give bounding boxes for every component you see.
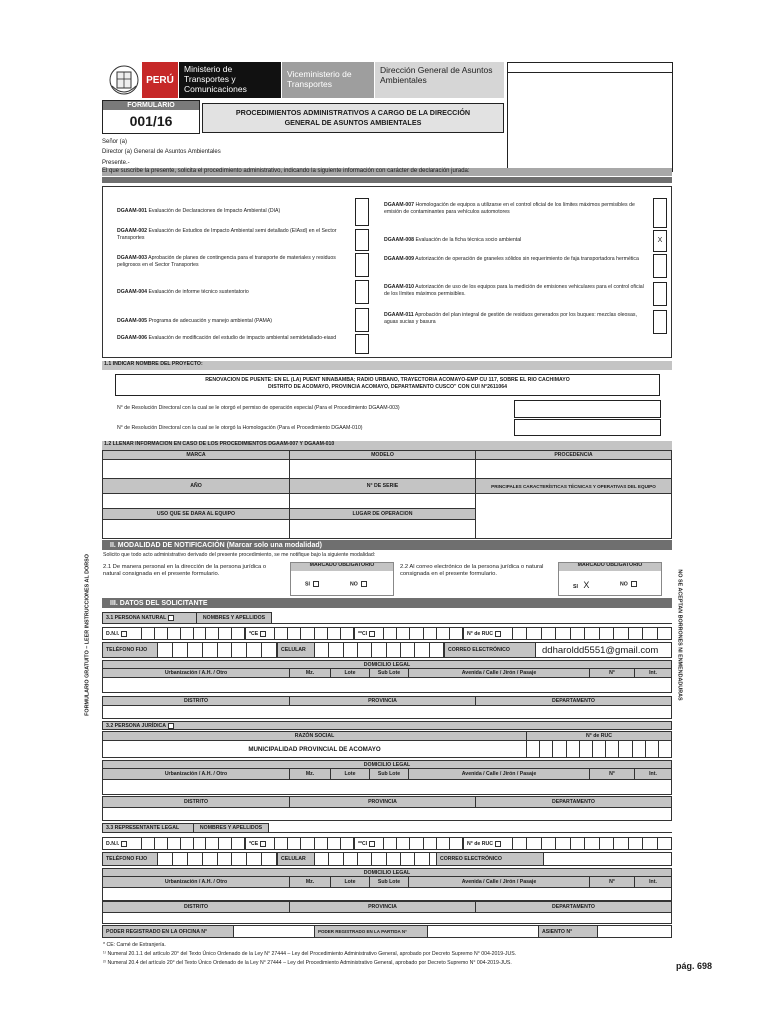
email-yes: SI X: [573, 580, 590, 590]
procedure-dgaam-009: DGAAM-009 Autorización de operación de graneles sólidos sin requerimiento de faja transportadora hermética: [384, 256, 639, 262]
legal-rep-label: 3.3 REPRESENTANTE LEGAL: [102, 823, 194, 833]
phone-cells[interactable]: [157, 642, 277, 658]
directorate-label: Dirección General de Asuntos Ambientales: [375, 62, 504, 98]
legal-rep-names-input[interactable]: [268, 823, 672, 833]
rep-mobile-label: CELULAR: [277, 852, 315, 866]
registry-stamp-box: [507, 62, 673, 172]
checkbox-dgaam-007[interactable]: [653, 198, 667, 228]
natural-names-input[interactable]: [271, 612, 672, 624]
vice-ministry-label: Viceministerio de Transportes: [282, 62, 374, 98]
email-no: NO: [620, 581, 637, 588]
address-header-2: DOMICILIO LEGAL: [102, 760, 672, 769]
rep-phone-cells[interactable]: [157, 852, 277, 866]
district-row-2[interactable]: [102, 807, 672, 821]
ci-digit-cells[interactable]: [383, 627, 463, 640]
rep-phone-label: TELÉFONO FIJO: [102, 852, 158, 866]
procedure-dgaam-001: DGAAM-001 Evaluación de Declaraciones de Impacto Ambiental (DIA): [117, 208, 281, 214]
project-name-box[interactable]: [115, 374, 660, 396]
power-entry-label: PODER REGISTRADO EN LA PARTIDA N°: [314, 925, 428, 938]
country-label: PERÚ: [142, 62, 178, 98]
features-header: PRINCIPALES CARACTERÍSTICAS TÉCNICAS Y OPERATIVAS DEL EQUIPO: [475, 478, 672, 494]
notification-option-box-1: [290, 562, 394, 596]
district-header-1: DISTRITO: [102, 696, 290, 706]
resolution-1-label: N° de Resolución Directoral con la cual se le otorgó el permiso de operación especial (Para el Procedimiento DGAAM-003): [117, 405, 400, 411]
resolution-1-input[interactable]: [514, 400, 661, 418]
rep-mobile-cells[interactable]: [314, 852, 444, 866]
checkbox-dgaam-011[interactable]: [653, 310, 667, 334]
sublot-header-2: Sub Lote: [369, 768, 409, 780]
address-row-2[interactable]: [102, 779, 672, 795]
ruc-digit-cells[interactable]: [512, 627, 672, 640]
page-number: pág. 698: [676, 961, 713, 971]
sublot-header-1: Sub Lote: [369, 668, 409, 678]
rep-dni-digit-cells[interactable]: [141, 837, 245, 850]
form-id-box: [102, 100, 200, 134]
serial-header: N° DE SERIE: [289, 478, 476, 494]
rep-ce-label: *CE: [245, 837, 275, 850]
urbanization-header-3: Urbanización / A.H. / Otro: [102, 876, 290, 888]
place-header: LUGAR DE OPERACION: [289, 508, 476, 520]
department-header-2: DEPARTAMENTO: [475, 796, 672, 808]
rep-ci-label: **CI: [354, 837, 384, 850]
address-header-3: DOMICILIO LEGAL: [102, 868, 672, 877]
address-row-3[interactable]: [102, 887, 672, 901]
brand-header: MARCA: [102, 450, 290, 460]
lot-header-3: Lote: [330, 876, 370, 888]
equipment-heading: 1.2 LLENAR INFORMACION EN CASO DE LOS PROCEDIMIENTOS DGAAM-007 Y DGAAM-010: [102, 441, 672, 450]
origin-input[interactable]: [475, 459, 672, 479]
section-1-bar: [102, 177, 672, 183]
form-label: FORMULARIO: [103, 101, 199, 110]
legal-rep-names-label: NOMBRES Y APELLIDOS: [193, 823, 269, 833]
block-header-1: Mz.: [289, 668, 331, 678]
natural-names-label: NOMBRES Y APELLIDOS: [196, 612, 272, 624]
legal-ruc-cells[interactable]: [526, 740, 672, 758]
legal-person-label: 3.2 PERSONA JURÍDICA: [102, 721, 672, 730]
number-header-2: N°: [589, 768, 635, 780]
side-note-left: FORMULARIO GRATUITO – LEER INSTRUCCIONES AL DORSO: [84, 554, 91, 716]
checkbox-dgaam-002[interactable]: [355, 229, 369, 251]
procedure-dgaam-004: DGAAM-004 Evaluación de informe técnico sustentatorio: [117, 289, 249, 295]
address-header-1: DOMICILIO LEGAL: [102, 660, 672, 669]
district-header-3: DISTRITO: [102, 901, 290, 913]
checkbox-dgaam-004[interactable]: [355, 280, 369, 304]
personal-no: NO: [350, 581, 367, 588]
side-note-right: NO SE ACEPTAN BORRONES NI ENMENDADURAS: [676, 569, 683, 701]
block-header-3: Mz.: [289, 876, 331, 888]
use-input[interactable]: [102, 519, 290, 539]
footnote-1: ¹⁾ Numeral 20.1.1 del artículo 20° del Texto Único Ordenado de la Ley N° 27444 – Ley del Procedimiento Administrativo General, aprobado por Decreto Supremo N° 004-2019-JUS.: [103, 951, 517, 957]
ce-digit-cells[interactable]: [274, 627, 354, 640]
ce-checkbox[interactable]: [260, 631, 266, 637]
power-office-label: PODER REGISTRADO EN LA OFICINA N°: [102, 925, 234, 938]
rep-ruc-digit-cells[interactable]: [512, 837, 672, 850]
rep-ruc-checkbox[interactable]: [495, 841, 501, 847]
checkbox-dgaam-008[interactable]: X: [653, 230, 667, 252]
email-label: CORREO ELECTRÓNICO: [444, 642, 536, 658]
address-row-1[interactable]: [102, 677, 672, 693]
power-office-input[interactable]: [233, 925, 315, 938]
province-header-2: PROVINCIA: [289, 796, 476, 808]
resolution-2-input[interactable]: [514, 419, 661, 436]
rep-ce-checkbox[interactable]: [260, 841, 266, 847]
procedure-dgaam-010: DGAAM-010 Autorización de uso de los equipos para la medición de emisiones vehiculares para el control oficial de los límites máximos permisibles.: [384, 284, 644, 297]
checkbox-dgaam-003[interactable]: [355, 253, 369, 277]
statement: El que suscribe la presente, solicita el procedimiento administrativo, indicando la siguiente información con carácter de declaración jurada:: [102, 168, 672, 176]
mandatory-label-1: MARCADO OBLIGATORIO: [290, 562, 394, 571]
applicant-heading: III. DATOS DEL SOLICITANTE: [102, 598, 672, 608]
rep-ce-digit-cells[interactable]: [274, 837, 354, 850]
lot-header-2: Lote: [330, 768, 370, 780]
procedure-dgaam-005: DGAAM-005 Programa de adecuación y manejo ambiental (PAMA): [117, 318, 273, 324]
rep-email-input[interactable]: [543, 852, 672, 866]
features-input[interactable]: [475, 493, 672, 539]
addressee: Director (a) General de Asuntos Ambientales: [102, 149, 221, 155]
dni-digit-cells[interactable]: [141, 627, 245, 640]
project-name-line1: RENOVACION DE PUENTE: EN EL (LA) PUENT NINABAMBA; RADIO URBANO, TRAYECTORIA ACOMAYO-EMP CU 117, SOBRE EL RIO CACHIMAYO: [205, 377, 570, 383]
procedure-dgaam-002: DGAAM-002 Evaluación de Estudios de Impacto Ambiental semi detallado (EIAsd) en el Sector Transportes: [117, 228, 337, 241]
avenue-header-1: Avenida / Calle / Jirón / Pasaje: [408, 668, 590, 678]
urbanization-header-1: Urbanización / A.H. / Otro: [102, 668, 290, 678]
ministry-label: Ministerio de Transportes y Comunicaciones: [179, 62, 281, 98]
block-header-2: Mz.: [289, 768, 331, 780]
footnote-ce: * CE: Carné de Extranjería.: [103, 942, 166, 948]
use-header: USO QUE SE DARA AL EQUIPO: [102, 508, 290, 520]
email-yes-mark[interactable]: X: [583, 580, 590, 590]
district-row-3[interactable]: [102, 912, 672, 924]
brand-input[interactable]: [102, 459, 290, 479]
notification-option-personal: 2.1 De manera personal en la dirección de la persona jurídica o natural consignada en el presente formulario.: [103, 564, 267, 578]
interior-header-3: Int.: [634, 876, 672, 888]
present-label: Presente.-: [102, 160, 130, 166]
business-name-header: RAZÓN SOCIAL: [102, 731, 527, 741]
rep-dni-label: D.N.I.: [102, 837, 142, 850]
coat-of-arms-icon: [106, 64, 142, 96]
origin-header: PROCEDENCIA: [475, 450, 672, 460]
notification-option-email: 2.2 Al correo electrónico de la persona jurídica o natural consignada en el presente formulario.: [400, 564, 544, 578]
department-header-3: DEPARTAMENTO: [475, 901, 672, 913]
procedure-dgaam-003: DGAAM-003 Aprobación de planes de contingencia para el transporte de materiales y residuos peligrosos en el Sector Transportes: [117, 255, 336, 268]
interior-header-2: Int.: [634, 768, 672, 780]
power-entry-input[interactable]: [427, 925, 539, 938]
legal-ruc-header: N° de RUC: [526, 731, 672, 741]
project-heading: 1.1 INDICAR NOMBRE DEL PROYECTO:: [102, 361, 672, 370]
resolution-2-label: N° de Resolución Directoral con la cual se le otorgó la Homologación (Para el Procedimiento DGAAM-010): [117, 425, 363, 431]
business-name-input[interactable]: MUNICIPALIDAD PROVINCIAL DE ACOMAYO: [102, 740, 527, 758]
notification-heading: II. MODALIDAD DE NOTIFICACIÓN (Marcar solo una modalidad): [102, 540, 672, 550]
mobile-label: CELULAR: [277, 642, 315, 658]
form-title: PROCEDIMIENTOS ADMINISTRATIVOS A CARGO DE LA DIRECCIÓN GENERAL DE ASUNTOS AMBIENTALES: [202, 103, 504, 133]
dni-checkbox[interactable]: [121, 631, 127, 637]
form-number: 001/16: [129, 113, 173, 129]
project-name-line2: DISTRITO DE ACOMAYO, PROVINCIA ACOMAYO, DEPARTAMENTO CUSCO" CON CUI N°2611064: [268, 383, 507, 390]
province-header-1: PROVINCIA: [289, 696, 476, 706]
serial-input[interactable]: [289, 493, 476, 509]
ce-label: *CE: [245, 627, 275, 640]
avenue-header-3: Avenida / Calle / Jirón / Pasaje: [408, 876, 590, 888]
avenue-header-2: Avenida / Calle / Jirón / Pasaje: [408, 768, 590, 780]
header: [102, 62, 504, 98]
phone-label: TELÉFONO FIJO: [102, 642, 158, 658]
procedure-dgaam-011: DGAAM-011 Aprobación del plan integral de gestión de residuos generados por los buques: mezclas oleosas, aguas sucias y basura: [384, 312, 637, 325]
ruc-checkbox[interactable]: [495, 631, 501, 637]
district-header-2: DISTRITO: [102, 796, 290, 808]
model-input[interactable]: [289, 459, 476, 479]
rep-ruc-label: N° de RUC: [463, 837, 513, 850]
mandatory-label-2: MARCADO OBLIGATORIO: [558, 562, 662, 571]
rep-ci-checkbox[interactable]: [369, 841, 375, 847]
procedure-dgaam-006: DGAAM-006 Evaluación de modificación del estudio de impacto ambiental semidetallado-eiasd: [117, 335, 337, 341]
urbanization-header-2: Urbanización / A.H. / Otro: [102, 768, 290, 780]
sublot-header-3: Sub Lote: [369, 876, 409, 888]
place-input[interactable]: [289, 519, 476, 539]
district-row-1[interactable]: [102, 705, 672, 719]
mobile-cells[interactable]: [314, 642, 444, 658]
department-header-1: DEPARTAMENTO: [475, 696, 672, 706]
natural-person-label: 3.1 PERSONA NATURAL: [102, 612, 197, 624]
rep-email-label: CORREO ELECTRÓNICO: [436, 852, 544, 866]
ci-label: **CI: [354, 627, 384, 640]
rep-dni-checkbox[interactable]: [121, 841, 127, 847]
number-header-1: N°: [589, 668, 635, 678]
ruc-label: N° de RUC: [463, 627, 513, 640]
email-input[interactable]: ddharoldd5551@gmail.com: [535, 642, 672, 658]
footnote-2: ²⁾ Numeral 20.4 del artículo 20° del Texto Único Ordenado de la Ley N° 27444 – Ley del Procedimiento Administrativo General, aprobado por Decreto Supremo N° 004-2019-JUS.: [103, 960, 512, 966]
procedure-dgaam-008: DGAAM-008 Evaluación de la ficha técnica socio ambiental: [384, 237, 522, 243]
personal-yes: SI: [305, 581, 319, 588]
rep-ci-digit-cells[interactable]: [383, 837, 463, 850]
interior-header-1: Int.: [634, 668, 672, 678]
checkbox-dgaam-010[interactable]: [653, 282, 667, 306]
seat-input[interactable]: [597, 925, 672, 938]
dni-label: D.N.I.: [102, 627, 142, 640]
year-header: AÑO: [102, 478, 290, 494]
checkbox-dgaam-009[interactable]: [653, 254, 667, 278]
checkbox-dgaam-006[interactable]: [355, 334, 369, 354]
province-header-3: PROVINCIA: [289, 901, 476, 913]
notification-option-box-2: [558, 562, 662, 596]
salutation: Señor (a): [102, 139, 128, 145]
seat-label: ASIENTO N°: [538, 925, 598, 938]
notification-request: Solicito que todo acto administrativo derivado del presente procedimiento, se me notifique bajo la siguiente modalidad:: [103, 552, 376, 558]
procedure-dgaam-007: DGAAM-007 Homologación de equipos a utilizarse en el control oficial de los límites máximos permisibles de emisión de contaminantes para vehículos automotores: [384, 202, 635, 215]
lot-header-1: Lote: [330, 668, 370, 678]
legal-person-checkbox[interactable]: [168, 723, 174, 729]
checkbox-dgaam-001[interactable]: [355, 198, 369, 226]
number-header-3: N°: [589, 876, 635, 888]
ci-checkbox[interactable]: [369, 631, 375, 637]
natural-person-checkbox[interactable]: [168, 615, 174, 621]
year-input[interactable]: [102, 493, 290, 509]
model-header: MODELO: [289, 450, 476, 460]
checkbox-dgaam-005[interactable]: [355, 308, 369, 332]
